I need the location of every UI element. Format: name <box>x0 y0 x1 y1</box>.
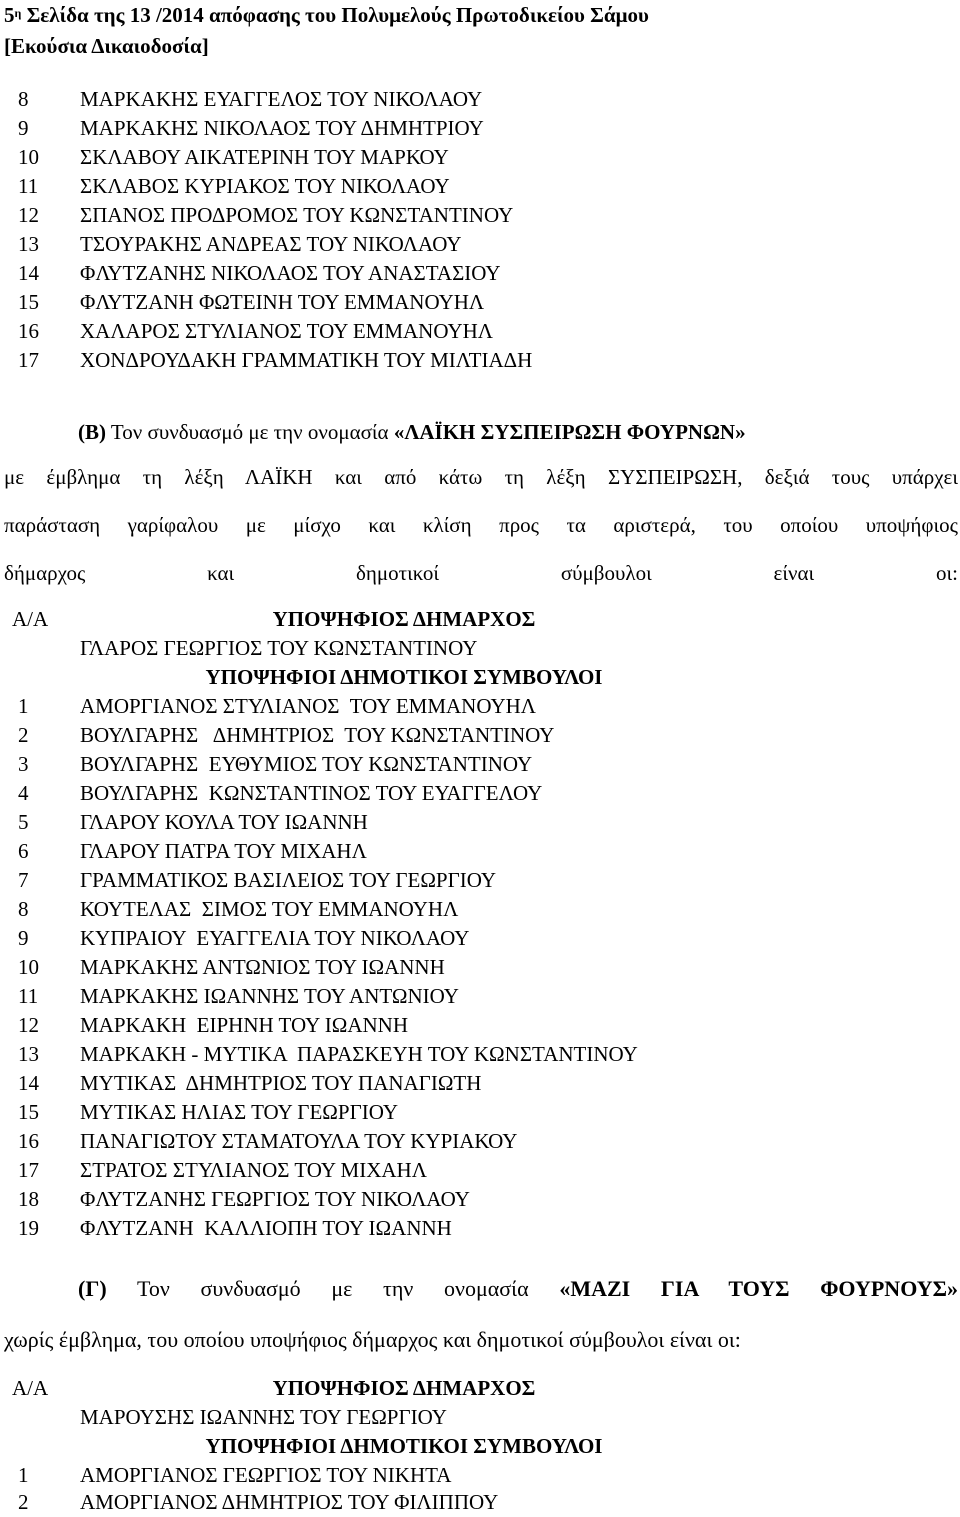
section-b-line-3: δήμαρχος και δημοτικοί σύμβουλοι είναι οι: <box>4 561 958 585</box>
candidate-name: ΓΡΑΜΜΑΤΙΚΟΣ ΒΑΣΙΛΕΙΟΣ ΤΟΥ ΓΕΩΡΓΙΟΥ <box>80 868 497 892</box>
section-b-text: Τον συνδυασμό με την ονομασία <box>106 420 394 444</box>
list-number: 8 <box>18 897 29 921</box>
section-b-label: (Β) <box>78 420 106 444</box>
candidate-name: ΒΟΥΛΓΑΡΗΣ ΔΗΜΗΤΡΙΟΣ ΤΟΥ ΚΩΝΣΤΑΝΤΙΝΟΥ <box>80 723 555 747</box>
candidate-name: ΜΑΡΚΑΚΗ ΕΙΡΗΝΗ ΤΟΥ ΙΩΑΝΝΗ <box>80 1013 409 1037</box>
candidate-name: ΣΤΡΑΤΟΣ ΣΤΥΛΙΑΝΟΣ ΤΟΥ ΜΙΧΑΗΛ <box>80 1158 427 1182</box>
list-number: 14 <box>18 1071 39 1095</box>
candidate-name: ΦΛΥΤΖΑΝΗ ΦΩΤΕΙΝΗ ΤΟΥ ΕΜΜΑΝΟΥΗΛ <box>80 290 485 314</box>
list-number: 7 <box>18 868 29 892</box>
list-number: 5 <box>18 810 29 834</box>
candidate-name: ΒΟΥΛΓΑΡΗΣ ΚΩΝΣΤΑΝΤΙΝΟΣ ΤΟΥ ΕΥΑΓΓΕΛΟΥ <box>80 781 543 805</box>
candidate-name: ΣΚΛΑΒΟΥ ΑΙΚΑΤΕΡΙΝΗ ΤΟΥ ΜΑΡΚΟΥ <box>80 145 449 169</box>
list-number: 12 <box>18 203 39 227</box>
candidate-name: ΦΛΥΤΖΑΝΗΣ ΓΕΩΡΓΙΟΣ ΤΟΥ ΝΙΚΟΛΑΟΥ <box>80 1187 470 1211</box>
list-number: 10 <box>18 145 39 169</box>
list-number: 9 <box>18 926 29 950</box>
candidate-name: ΜΥΤΙΚΑΣ ΗΛΙΑΣ ΤΟΥ ΓΕΩΡΓΙΟΥ <box>80 1100 398 1124</box>
section-b-line-1: με έμβλημα τη λέξη ΛΑΪΚΗ και από κάτω τη λέξη ΣΥΣΠΕΙΡΩΣΗ, δεξιά τους υπάρχει <box>4 465 958 489</box>
candidate-name: ΓΛΑΡΟΥ ΚΟΥΛΑ ΤΟΥ ΙΩΑΝΝΗ <box>80 810 368 834</box>
candidate-name: ΚΟΥΤΕΛΑΣ ΣΙΜΟΣ ΤΟΥ ΕΜΜΑΝΟΥΗΛ <box>80 897 459 921</box>
section-c-line: χωρίς έμβλημα, του οποίου υποψήφιος δήμαρχος και δημοτικοί σύμβουλοι είναι οι: <box>4 1327 741 1352</box>
list-number: 15 <box>18 1100 39 1124</box>
list-number: 19 <box>18 1216 39 1240</box>
section-b-line-2: παράσταση γαρίφαλου με μίσχο και κλίση προς τα αριστερά, του οποίου υποψήφιος <box>4 513 958 537</box>
candidate-name: ΧΑΛΑΡΟΣ ΣΤΥΛΙΑΝΟΣ ΤΟΥ ΕΜΜΑΝΟΥΗΛ <box>80 319 494 343</box>
list-number: 11 <box>18 174 39 198</box>
candidate-name: ΣΚΛΑΒΟΣ ΚΥΡΙΑΚΟΣ ΤΟΥ ΝΙΚΟΛΑΟΥ <box>80 174 450 198</box>
candidate-name: ΑΜΟΡΓΙΑΝΟΣ ΓΕΩΡΓΙΟΣ ΤΟΥ ΝΙΚΗΤΑ <box>80 1463 452 1487</box>
section-c-name: «ΜΑΖΙ ΓΙΑ ΤΟΥΣ ΦΟΥΡΝΟΥΣ» <box>559 1276 959 1301</box>
list-number: 1 <box>18 694 29 718</box>
candidate-name: ΦΛΥΤΖΑΝΗΣ ΝΙΚΟΛΑΟΣ ΤΟΥ ΑΝΑΣΤΑΣΙΟΥ <box>80 261 501 285</box>
list-number: 11 <box>18 984 39 1008</box>
mayor-name: ΓΛΑΡΟΣ ΓΕΩΡΓΙΟΣ ΤΟΥ ΚΩΝΣΤΑΝΤΙΝΟΥ <box>80 636 478 660</box>
candidate-name: ΚΥΠΡΑΙΟΥ ΕΥΑΓΓΕΛΙΑ ΤΟΥ ΝΙΚΟΛΑΟΥ <box>80 926 470 950</box>
candidate-name: ΜΑΡΚΑΚΗ - ΜΥΤΙΚΑ ΠΑΡΑΣΚΕΥΗ ΤΟΥ ΚΩΝΣΤΑΝΤΙΝΟΥ <box>80 1042 638 1066</box>
list-number: 13 <box>18 232 39 256</box>
list-number: 15 <box>18 290 39 314</box>
section-b-name: «ΛΑΪΚΗ ΣΥΣΠΕΙΡΩΣΗ ΦΟΥΡΝΩΝ» <box>393 420 746 444</box>
councillors-heading: ΥΠΟΨΗΦΙΟΙ ΔΗΜΟΤΙΚΟΙ ΣΥΜΒΟΥΛΟΙ <box>205 1434 603 1458</box>
list-number: 8 <box>18 87 29 111</box>
candidate-name: ΜΑΡΚΑΚΗΣ ΝΙΚΟΛΑΟΣ ΤΟΥ ΔΗΜΗΤΡΙΟΥ <box>80 116 484 140</box>
list-number: 6 <box>18 839 29 863</box>
section-b-title <box>78 414 746 450</box>
section-c-title <box>78 1276 958 1302</box>
list-number: 17 <box>18 348 39 372</box>
candidate-name: ΑΜΟΡΓΙΑΝΟΣ ΣΤΥΛΙΑΝΟΣ ΤΟΥ ΕΜΜΑΝΟΥΗΛ <box>80 694 537 718</box>
list-number: 16 <box>18 319 39 343</box>
mayor-heading: ΥΠΟΨΗΦΙΟΣ ΔΗΜΑΡΧΟΣ <box>272 1376 536 1400</box>
list-number: 2 <box>18 723 29 747</box>
candidate-name: ΑΜΟΡΓΙΑΝΟΣ ΔΗΜΗΤΡΙΟΣ ΤΟΥ ΦΙΛΙΠΠΟΥ <box>80 1490 499 1514</box>
section-c-label: (Γ) <box>78 1276 107 1301</box>
candidate-name: ΦΛΥΤΖΑΝΗ ΚΑΛΛΙΟΠΗ ΤΟΥ ΙΩΑΝΝΗ <box>80 1216 452 1240</box>
list-number: 16 <box>18 1129 39 1153</box>
candidate-name: ΧΟΝΔΡΟΥΔΑΚΗ ΓΡΑΜΜΑΤΙΚΗ ΤΟΥ ΜΙΛΤΙΑΔΗ <box>80 348 533 372</box>
candidate-name: ΜΑΡΚΑΚΗΣ ΙΩΑΝΝΗΣ ΤΟΥ ΑΝΤΩΝΙΟΥ <box>80 984 459 1008</box>
list-number: 1 <box>18 1463 29 1487</box>
header-subtitle: [Εκούσια Δικαιοδοσία] <box>4 34 209 58</box>
page-header <box>4 0 649 62</box>
header-title <box>4 0 649 31</box>
mayor-name: ΜΑΡΟΥΣΗΣ ΙΩΑΝΝΗΣ ΤΟΥ ΓΕΩΡΓΙΟΥ <box>80 1405 447 1429</box>
list-number: 17 <box>18 1158 39 1182</box>
candidate-name: ΜΑΡΚΑΚΗΣ ΑΝΤΩΝΙΟΣ ΤΟΥ ΙΩΑΝΝΗ <box>80 955 445 979</box>
list-number: 13 <box>18 1042 39 1066</box>
candidate-name: ΓΛΑΡΟΥ ΠΑΤΡΑ ΤΟΥ ΜΙΧΑΗΛ <box>80 839 367 863</box>
list-number: 14 <box>18 261 39 285</box>
list-number: 9 <box>18 116 29 140</box>
list-number: 12 <box>18 1013 39 1037</box>
list-number: 2 <box>18 1490 29 1514</box>
candidate-name: ΜΥΤΙΚΑΣ ΔΗΜΗΤΡΙΟΣ ΤΟΥ ΠΑΝΑΓΙΩΤΗ <box>80 1071 482 1095</box>
candidate-name: ΣΠΑΝΟΣ ΠΡΟΔΡΟΜΟΣ ΤΟΥ ΚΩΝΣΤΑΝΤΙΝΟΥ <box>80 203 514 227</box>
aa-label: Α/Α <box>12 607 49 631</box>
candidate-name: ΒΟΥΛΓΑΡΗΣ ΕΥΘΥΜΙΟΣ ΤΟΥ ΚΩΝΣΤΑΝΤΙΝΟΥ <box>80 752 533 776</box>
page-number: 5 <box>4 3 15 27</box>
list-number: 3 <box>18 752 29 776</box>
candidate-name: ΤΣΟΥΡΑΚΗΣ ΑΝΔΡΕΑΣ ΤΟΥ ΝΙΚΟΛΑΟΥ <box>80 232 462 256</box>
mayor-heading: ΥΠΟΨΗΦΙΟΣ ΔΗΜΑΡΧΟΣ <box>272 607 536 631</box>
aa-label: Α/Α <box>12 1376 49 1400</box>
page-number-suffix: η <box>14 6 22 20</box>
list-number: 4 <box>18 781 29 805</box>
candidate-name: ΠΑΝΑΓΙΩΤΟΥ ΣΤΑΜΑΤΟΥΛΑ ΤΟΥ ΚΥΡΙΑΚΟΥ <box>80 1129 518 1153</box>
councillors-heading: ΥΠΟΨΗΦΙΟΙ ΔΗΜΟΤΙΚΟΙ ΣΥΜΒΟΥΛΟΙ <box>205 665 603 689</box>
section-c-text: Τον συνδυασμό με την ονομασία <box>106 1276 560 1301</box>
candidate-name: ΜΑΡΚΑΚΗΣ ΕΥΑΓΓΕΛΟΣ ΤΟΥ ΝΙΚΟΛΑΟΥ <box>80 87 483 111</box>
header-title-text: Σελίδα της 13 /2014 απόφασης του Πολυμελούς Πρωτοδικείου Σάμου <box>21 3 649 27</box>
list-number: 18 <box>18 1187 39 1211</box>
list-number: 10 <box>18 955 39 979</box>
